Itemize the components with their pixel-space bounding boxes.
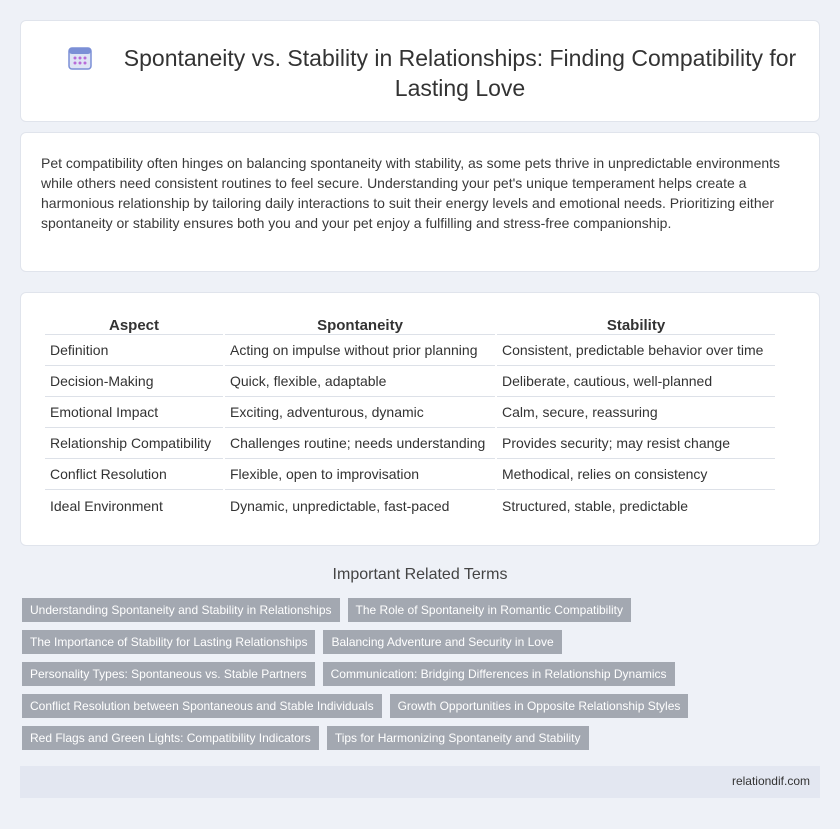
related-term-tag[interactable]: Balancing Adventure and Security in Love [323,630,561,654]
table-cell: Methodical, relies on consistency [497,459,775,490]
table-header-row [45,315,775,335]
table-row [45,335,775,366]
table-cell: Emotional Impact [45,397,223,428]
table-cell: Quick, flexible, adaptable [225,366,495,397]
intro-card [20,132,820,272]
footer-site-link[interactable]: relationdif.com [731,774,810,788]
table-cell: Calm, secure, reassuring [497,397,775,428]
related-terms-heading: Important Related Terms [332,566,508,583]
intro-text: Pet compatibility often hinges on balancing spontaneity with stability, as some pets thrive in unpredictable environments while others need consistent routines to feel secure. Understanding your pet's unique temperament helps create a harmonious relationship by tailoring daily interactions to suit their energy levels and emotional needs. Prioritizing either spontaneity or stability ensures both you and your pet enjoy a fulfilling and stress-free companionship. [41,155,781,231]
table-cell: Deliberate, cautious, well-planned [497,366,775,397]
related-term-tag[interactable]: Communication: Bridging Differences in Relationship Dynamics [323,662,675,686]
table-cell: Flexible, open to improvisation [225,459,495,490]
table-cell: Relationship Compatibility [45,428,223,459]
table-cell: Structured, stable, predictable [502,497,688,514]
table-row [45,366,775,397]
related-term-tag[interactable]: Understanding Spontaneity and Stability in Relationships [22,598,340,622]
related-terms-list [22,598,818,758]
related-term-tag[interactable]: Red Flags and Green Lights: Compatibility Indicators [22,726,319,750]
related-term-tag[interactable]: The Role of Spontaneity in Romantic Compatibility [348,598,631,622]
related-term-tag[interactable]: Conflict Resolution between Spontaneous and Stable Individuals [22,694,382,718]
table-row [45,490,775,521]
table-cell: Dynamic, unpredictable, fast-paced [230,497,450,514]
table-cell: Consistent, predictable behavior over time [497,335,775,366]
table-cell: Exciting, adventurous, dynamic [225,397,495,428]
related-term-tag[interactable]: Growth Opportunities in Opposite Relationship Styles [390,694,689,718]
table-row [45,459,775,490]
table-row [45,397,775,428]
related-term-tag[interactable]: Tips for Harmonizing Spontaneity and Stability [327,726,589,750]
table-cell: Provides security; may resist change [497,428,775,459]
related-term-tag[interactable]: Personality Types: Spontaneous vs. Stable Partners [22,662,315,686]
comparison-table-card [20,292,820,546]
table-cell: Conflict Resolution [45,459,223,490]
column-header-stability: Stability [497,315,775,335]
table-cell: Acting on impulse without prior planning [225,335,495,366]
comparison-table [43,315,777,521]
related-term-tag[interactable]: The Importance of Stability for Lasting Relationships [22,630,315,654]
page-title: Spontaneity vs. Stability in Relationships: Finding Compatibility for Lasting Love [123,45,797,101]
column-header-spontaneity: Spontaneity [225,315,495,335]
header-card [20,20,820,122]
table-row [45,428,775,459]
column-header-aspect: Aspect [45,315,223,335]
table-cell: Decision-Making [45,366,223,397]
footer [20,766,820,798]
table-cell: Definition [45,335,223,366]
table-cell: Challenges routine; needs understanding [225,428,495,459]
table-cell: Ideal Environment [50,497,163,514]
